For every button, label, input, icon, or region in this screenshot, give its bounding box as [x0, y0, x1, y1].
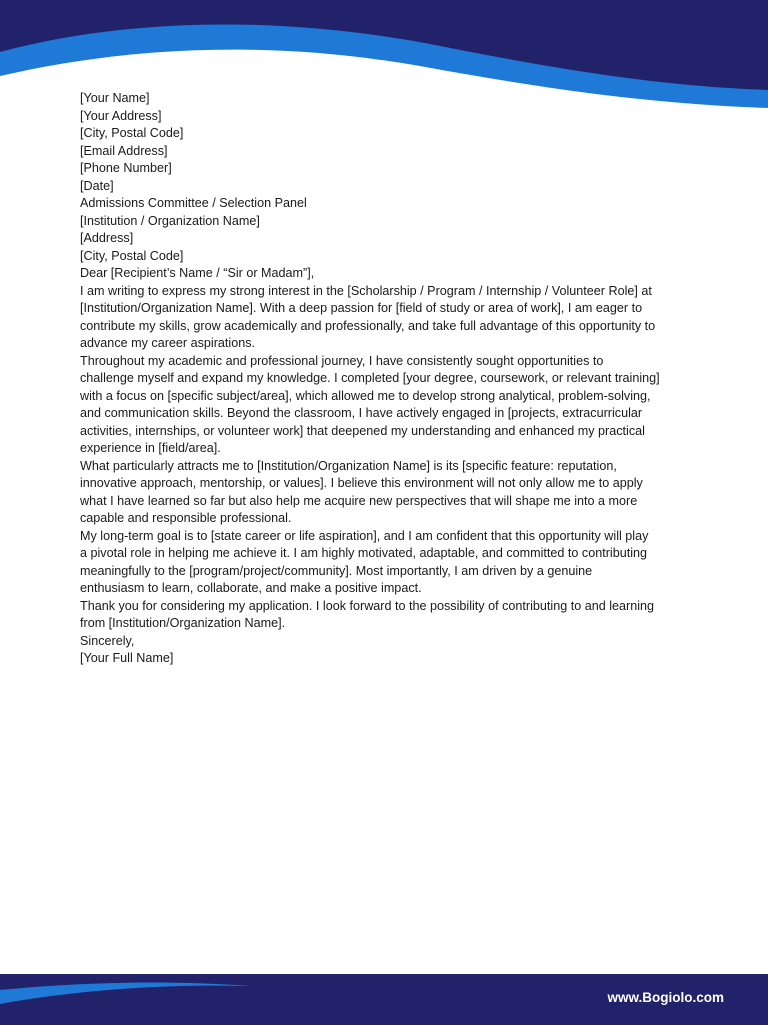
paragraph-line: advance my career aspirations. — [80, 336, 255, 350]
signature-name: [Your Full Name] — [80, 651, 174, 665]
paragraph-line: Thank you for considering my application. I look forward to the possibility of contributing to and learning — [80, 598, 655, 613]
paragraph-line: challenge myself and expand my knowledge. I completed [your degree, coursework, or relevant training] — [80, 371, 660, 385]
recipient-address: [Address] — [80, 231, 134, 245]
paragraph-line: [Institution/Organization Name]. With a deep passion for [field of study or area of work], I am eager to — [80, 301, 643, 315]
body-paragraph-2 — [80, 353, 695, 458]
body-paragraph-1 — [80, 283, 695, 353]
body-paragraph-5 — [80, 598, 695, 633]
sender-address: [Your Address] — [80, 108, 162, 123]
paragraph-line: from [Institution/Organization Name]. — [80, 616, 286, 630]
sender-email: [Email Address] — [80, 143, 168, 158]
paragraph-line: what I have learned so far but also help me acquire new perspectives that will shape me into a more — [80, 493, 638, 508]
sender-city: [City, Postal Code] — [80, 126, 184, 140]
recipient-committee: Admissions Committee / Selection Panel — [80, 196, 307, 210]
website-link[interactable]: www.Bogiolo.com — [607, 990, 724, 1005]
paragraph-line: experience in [field/area]. — [80, 441, 221, 455]
body-paragraph-4 — [80, 528, 695, 598]
paragraph-line: with a focus on [specific subject/area], which allowed me to develop strong analytical, problem-solving, — [80, 388, 651, 403]
sender-block — [80, 90, 695, 178]
paragraph-line: meaningfully to the [program/project/community]. Most importantly, I am driven by a genuine — [80, 563, 593, 578]
paragraph-line: My long-term goal is to [state career or life aspiration], and I am confident that this opportunity will play — [80, 528, 649, 543]
paragraph-line: contribute my skills, grow academically and professionally, and take full advantage of this opportunity to — [80, 318, 656, 333]
paragraph-line: and communication skills. Beyond the classroom, I have actively engaged in [projects, extracurricular — [80, 406, 643, 420]
paragraph-line: a pivotal role in helping me achieve it. I am highly motivated, adaptable, and committed to contributing — [80, 546, 648, 560]
paragraph-line: What particularly attracts me to [Institution/Organization Name] is its [specific feature: reputation, — [80, 458, 617, 473]
sender-phone: [Phone Number] — [80, 161, 172, 175]
valediction: Sincerely, — [80, 633, 135, 648]
body-paragraph-3 — [80, 458, 695, 528]
paragraph-line: capable and responsible professional. — [80, 511, 292, 525]
paragraph-line: activities, internships, or volunteer work] that deepened my understanding and enhanced my practical — [80, 423, 645, 438]
letter-body — [80, 90, 695, 668]
recipient-city: [City, Postal Code] — [80, 248, 184, 263]
salutation: Dear [Recipient’s Name / “Sir or Madam”], — [80, 266, 315, 280]
paragraph-line: enthusiasm to learn, collaborate, and make a positive impact. — [80, 581, 422, 595]
sender-name: [Your Name] — [80, 91, 150, 105]
paragraph-line: I am writing to express my strong interest in the [Scholarship / Program / Internship / Volunteer Role] at — [80, 283, 652, 298]
paragraph-line: innovative approach, mentorship, or values]. I believe this environment will not only allow me to apply — [80, 476, 643, 490]
recipient-institution: [Institution / Organization Name] — [80, 213, 260, 228]
recipient-block — [80, 195, 695, 265]
paragraph-line: Throughout my academic and professional journey, I have consistently sought opportunities to — [80, 353, 604, 368]
letter-date: [Date] — [80, 178, 114, 193]
closing-block — [80, 633, 695, 668]
